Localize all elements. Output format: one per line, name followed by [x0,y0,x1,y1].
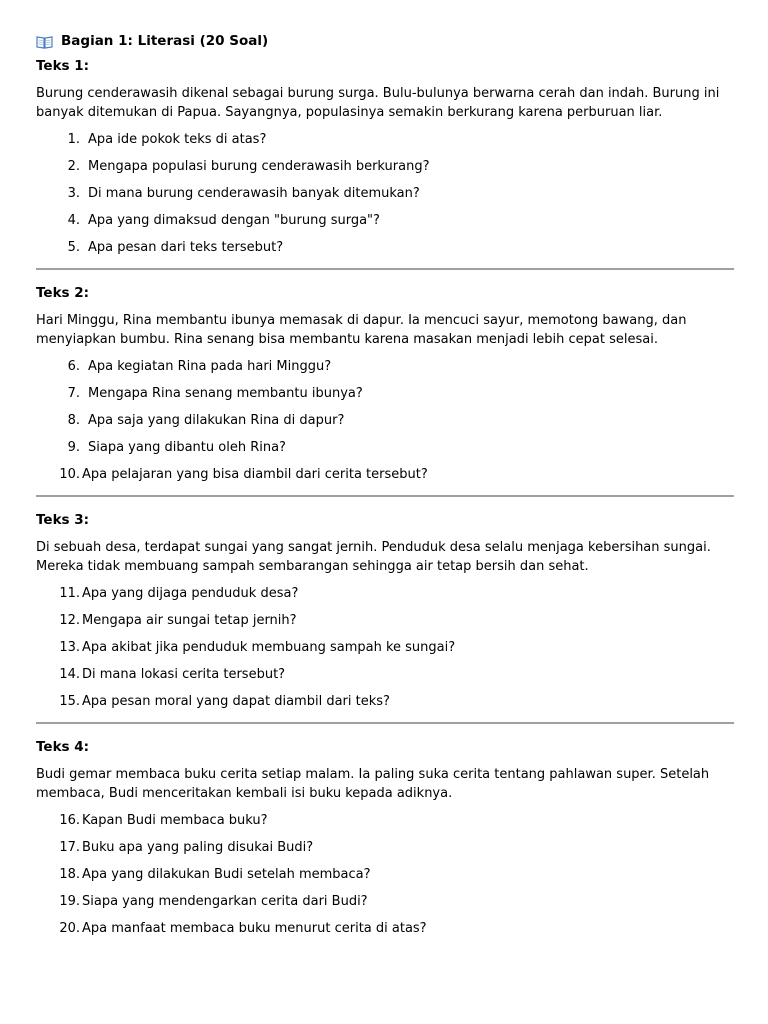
section-divider [36,268,734,270]
section-teks-1 [36,56,734,265]
document-heading [36,30,734,52]
question-text: Siapa yang mendengarkan cerita dari Budi? [82,894,368,909]
list-item [36,157,734,184]
section-paragraph: Burung cenderawasih dikenal sebagai burung surga. Bulu-bulunya berwarna cerah dan indah. Burung ini banyak ditemukan di Papua. Sayangnya, populasinya semakin berkurang karena perburuan liar. [36,86,720,120]
question-number: 16. [59,813,80,828]
section-paragraph: Hari Minggu, Rina membantu ibunya memasak di dapur. Ia mencuci sayur, memotong bawang, dan menyiapkan bumbu. Rina senang bisa membantu karena masakan menjadi lebih cepat selesai. [36,313,687,347]
question-list [36,584,734,719]
list-item [36,838,734,865]
list-item [36,238,734,265]
question-number: 10. [59,467,80,482]
list-item [36,638,734,665]
list-item [36,438,734,465]
question-text: Apa yang dilakukan Budi setelah membaca? [82,867,371,882]
section-title: Teks 2: [36,285,90,301]
list-item [36,357,734,384]
question-text: Buku apa yang paling disukai Budi? [82,840,314,855]
question-text: Mengapa air sungai tetap jernih? [82,613,297,628]
question-list [36,130,734,265]
list-item [36,184,734,211]
question-text: Apa yang dijaga penduduk desa? [82,586,299,601]
question-text: Siapa yang dibantu oleh Rina? [88,440,286,455]
section-paragraph: Di sebuah desa, terdapat sungai yang sangat jernih. Penduduk desa selalu menjaga kebersihan sungai. Mereka tidak membuang sampah sembarangan sehingga air tetap bersih dan sehat. [36,540,711,574]
question-number: 17. [59,840,80,855]
question-text: Apa kegiatan Rina pada hari Minggu? [88,359,332,374]
list-item [36,611,734,638]
list-item [36,811,734,838]
question-number: 20. [59,921,80,936]
section-paragraph: Budi gemar membaca buku cerita setiap malam. Ia paling suka cerita tentang pahlawan super. Setelah membaca, Budi menceritakan kembali isi buku kepada adiknya. [36,767,710,801]
question-text: Apa pesan moral yang dapat diambil dari teks? [82,694,390,709]
question-text: Apa akibat jika penduduk membuang sampah ke sungai? [82,640,456,655]
question-number: 11. [59,586,80,601]
question-list [36,357,734,492]
list-item [36,892,734,919]
question-text: Mengapa populasi burung cenderawasih berkurang? [88,159,430,174]
question-number: 7. [67,386,80,401]
question-number: 14. [59,667,80,682]
list-item [36,692,734,719]
question-text: Apa saja yang dilakukan Rina di dapur? [88,413,345,428]
question-number: 1. [67,132,80,147]
section-title: Teks 4: [36,739,90,755]
list-item [36,919,734,946]
section-teks-3 [36,510,734,719]
question-number: 5. [67,240,80,255]
heading-text: Bagian 1: Literasi (20 Soal) [61,33,269,49]
question-text: Di mana lokasi cerita tersebut? [82,667,286,682]
question-text: Di mana burung cenderawasih banyak ditemukan? [88,186,420,201]
section-divider [36,495,734,497]
list-item [36,384,734,411]
section-title: Teks 3: [36,512,90,528]
list-item [36,130,734,157]
question-text: Kapan Budi membaca buku? [82,813,268,828]
question-number: 13. [59,640,80,655]
question-number: 19. [59,894,80,909]
question-number: 15. [59,694,80,709]
question-number: 12. [59,613,80,628]
question-text: Apa pesan dari teks tersebut? [88,240,284,255]
list-item [36,411,734,438]
section-teks-2 [36,283,734,492]
question-text: Mengapa Rina senang membantu ibunya? [88,386,363,401]
section-title: Teks 1: [36,58,90,74]
question-number: 4. [67,213,80,228]
section-teks-4 [36,737,734,946]
question-text: Apa pelajaran yang bisa diambil dari cerita tersebut? [82,467,428,482]
list-item [36,665,734,692]
list-item [36,584,734,611]
question-text: Apa ide pokok teks di atas? [88,132,267,147]
list-item [36,465,734,492]
question-list [36,811,734,946]
question-number: 8. [67,413,80,428]
question-number: 6. [67,359,80,374]
open-book-icon [36,35,53,49]
question-number: 2. [67,159,80,174]
question-number: 18. [59,867,80,882]
list-item [36,211,734,238]
section-divider [36,722,734,724]
question-text: Apa yang dimaksud dengan "burung surga"? [88,213,380,228]
question-number: 9. [67,440,80,455]
question-number: 3. [67,186,80,201]
list-item [36,865,734,892]
question-text: Apa manfaat membaca buku menurut cerita di atas? [82,921,427,936]
